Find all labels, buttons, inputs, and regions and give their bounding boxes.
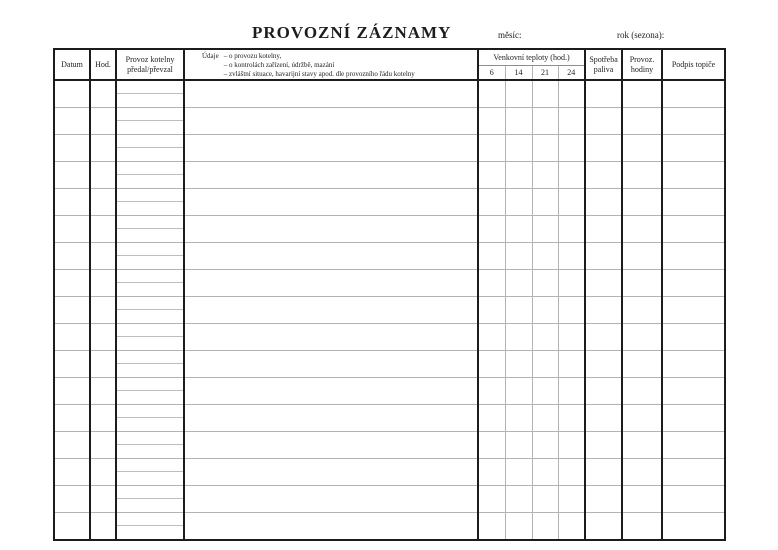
cell-datum <box>54 378 90 405</box>
cell-predal <box>117 432 183 445</box>
cell-temp-14 <box>505 216 532 243</box>
cell-predal <box>117 189 183 202</box>
cell-hod <box>90 378 116 405</box>
cell-hod <box>90 432 116 459</box>
cell-provoz-predal-prevzal <box>116 486 184 513</box>
cell-temp-6 <box>478 216 505 243</box>
cell-temp-6 <box>478 297 505 324</box>
col-header-spotreba-paliva <box>585 49 622 80</box>
cell-prevzal <box>117 499 183 512</box>
cell-podpis-topice <box>662 270 725 297</box>
col-header-podpis-topice: Podpis topiče <box>662 49 725 80</box>
cell-temp-21 <box>532 162 558 189</box>
udaje-item: – o kontrolách zařízení, údržbě, mazání <box>223 60 335 69</box>
cell-podpis-topice <box>662 108 725 135</box>
cell-temp-14 <box>505 405 532 432</box>
cell-datum <box>54 297 90 324</box>
cell-temp-24 <box>558 378 585 405</box>
table-row <box>54 324 725 351</box>
table-row <box>54 351 725 378</box>
cell-temp-6 <box>478 189 505 216</box>
cell-predal <box>117 405 183 418</box>
cell-datum <box>54 351 90 378</box>
cell-provozni-hodiny <box>622 108 662 135</box>
table-row <box>54 459 725 486</box>
cell-temp-21 <box>532 216 558 243</box>
col-header-spotreba-line2: paliva <box>593 64 614 74</box>
cell-temp-24 <box>558 351 585 378</box>
cell-temp-21 <box>532 324 558 351</box>
month-label: měsíc: <box>498 30 522 40</box>
page-title: PROVOZNÍ ZÁZNAMY <box>252 23 452 42</box>
cell-datum <box>54 486 90 513</box>
cell-provozni-hodiny <box>622 135 662 162</box>
cell-podpis-topice <box>662 135 725 162</box>
cell-temp-6 <box>478 378 505 405</box>
cell-prevzal <box>117 202 183 215</box>
cell-temp-6 <box>478 459 505 486</box>
cell-temp-6 <box>478 135 505 162</box>
cell-podpis-topice <box>662 378 725 405</box>
cell-udaje <box>184 216 478 243</box>
cell-temp-24 <box>558 513 585 541</box>
cell-spotreba-paliva <box>585 459 622 486</box>
operations-log-table <box>53 48 726 541</box>
cell-temp-14 <box>505 513 532 541</box>
cell-provozni-hodiny <box>622 432 662 459</box>
cell-prevzal <box>117 175 183 188</box>
cell-provozni-hodiny <box>622 80 662 108</box>
cell-udaje <box>184 189 478 216</box>
cell-prevzal <box>117 472 183 485</box>
cell-podpis-topice <box>662 216 725 243</box>
table-row <box>54 216 725 243</box>
col-header-temp-24: 24 <box>558 66 585 81</box>
cell-hod <box>90 486 116 513</box>
cell-datum <box>54 216 90 243</box>
cell-temp-6 <box>478 513 505 541</box>
udaje-item: – zvláštní situace, havarijní stavy apod. dle provozního řádu kotelny <box>223 69 415 78</box>
cell-prevzal <box>117 526 183 539</box>
cell-temp-24 <box>558 189 585 216</box>
cell-provoz-predal-prevzal <box>116 243 184 270</box>
cell-temp-6 <box>478 486 505 513</box>
cell-datum <box>54 162 90 189</box>
cell-spotreba-paliva <box>585 378 622 405</box>
table-body <box>54 80 725 540</box>
cell-spotreba-paliva <box>585 243 622 270</box>
cell-predal <box>117 108 183 121</box>
table-row <box>54 405 725 432</box>
cell-udaje <box>184 243 478 270</box>
table-row <box>54 108 725 135</box>
cell-spotreba-paliva <box>585 297 622 324</box>
cell-spotreba-paliva <box>585 216 622 243</box>
cell-predal <box>117 135 183 148</box>
cell-datum <box>54 513 90 541</box>
cell-temp-21 <box>532 378 558 405</box>
cell-datum <box>54 405 90 432</box>
cell-temp-21 <box>532 405 558 432</box>
cell-hod <box>90 270 116 297</box>
cell-prevzal <box>117 94 183 107</box>
col-header-temp-6: 6 <box>478 66 505 81</box>
cell-prevzal <box>117 445 183 458</box>
cell-predal <box>117 162 183 175</box>
udaje-item: – o provozu kotelny, <box>223 52 282 60</box>
cell-provoz-predal-prevzal <box>116 378 184 405</box>
cell-prevzal <box>117 148 183 161</box>
cell-temp-21 <box>532 135 558 162</box>
cell-datum <box>54 459 90 486</box>
cell-temp-14 <box>505 297 532 324</box>
cell-provoz-predal-prevzal <box>116 405 184 432</box>
cell-temp-24 <box>558 324 585 351</box>
udaje-label: Údaje <box>202 52 219 60</box>
cell-provoz-predal-prevzal <box>116 432 184 459</box>
cell-udaje <box>184 513 478 541</box>
cell-temp-14 <box>505 108 532 135</box>
cell-temp-14 <box>505 80 532 108</box>
cell-udaje <box>184 324 478 351</box>
table-row <box>54 378 725 405</box>
cell-udaje <box>184 459 478 486</box>
cell-spotreba-paliva <box>585 513 622 541</box>
cell-temp-6 <box>478 108 505 135</box>
cell-provozni-hodiny <box>622 378 662 405</box>
cell-provozni-hodiny <box>622 351 662 378</box>
cell-podpis-topice <box>662 189 725 216</box>
year-label: rok (sezona): <box>617 30 665 40</box>
cell-temp-24 <box>558 486 585 513</box>
col-header-udaje <box>184 49 478 80</box>
cell-spotreba-paliva <box>585 108 622 135</box>
cell-hod <box>90 216 116 243</box>
cell-temp-21 <box>532 270 558 297</box>
cell-temp-24 <box>558 108 585 135</box>
cell-spotreba-paliva <box>585 405 622 432</box>
cell-podpis-topice <box>662 324 725 351</box>
cell-hod <box>90 513 116 541</box>
col-header-provozni-hodiny <box>622 49 662 80</box>
cell-hod <box>90 243 116 270</box>
cell-provozni-hodiny <box>622 162 662 189</box>
cell-temp-21 <box>532 486 558 513</box>
cell-provozni-hodiny <box>622 243 662 270</box>
cell-predal <box>117 324 183 337</box>
table-row <box>54 135 725 162</box>
cell-prevzal <box>117 337 183 350</box>
cell-provoz-predal-prevzal <box>116 459 184 486</box>
cell-udaje <box>184 405 478 432</box>
cell-predal <box>117 378 183 391</box>
cell-udaje <box>184 297 478 324</box>
cell-datum <box>54 324 90 351</box>
cell-datum <box>54 243 90 270</box>
cell-provozni-hodiny <box>622 189 662 216</box>
cell-provoz-predal-prevzal <box>116 297 184 324</box>
cell-predal <box>117 513 183 526</box>
cell-provoz-predal-prevzal <box>116 324 184 351</box>
cell-udaje <box>184 486 478 513</box>
table-row <box>54 162 725 189</box>
table-row <box>54 189 725 216</box>
cell-provoz-predal-prevzal <box>116 189 184 216</box>
cell-udaje <box>184 108 478 135</box>
cell-temp-21 <box>532 189 558 216</box>
cell-temp-14 <box>505 432 532 459</box>
col-header-hod: Hod. <box>90 49 116 80</box>
cell-temp-24 <box>558 432 585 459</box>
cell-temp-24 <box>558 216 585 243</box>
cell-spotreba-paliva <box>585 162 622 189</box>
cell-hod <box>90 108 116 135</box>
cell-datum <box>54 80 90 108</box>
cell-predal <box>117 270 183 283</box>
cell-temp-21 <box>532 108 558 135</box>
cell-podpis-topice <box>662 162 725 189</box>
cell-datum <box>54 270 90 297</box>
cell-predal <box>117 459 183 472</box>
cell-prevzal <box>117 256 183 269</box>
cell-provoz-predal-prevzal <box>116 513 184 541</box>
cell-provoz-predal-prevzal <box>116 135 184 162</box>
cell-udaje <box>184 270 478 297</box>
table-row <box>54 513 725 541</box>
cell-temp-6 <box>478 243 505 270</box>
table-row <box>54 243 725 270</box>
col-header-provozhod-line2: hodiny <box>630 64 654 74</box>
cell-udaje <box>184 378 478 405</box>
table-header <box>54 49 725 80</box>
cell-provozni-hodiny <box>622 324 662 351</box>
cell-temp-24 <box>558 297 585 324</box>
cell-hod <box>90 80 116 108</box>
cell-podpis-topice <box>662 351 725 378</box>
cell-temp-14 <box>505 270 532 297</box>
table-row <box>54 432 725 459</box>
cell-prevzal <box>117 283 183 296</box>
cell-temp-14 <box>505 378 532 405</box>
cell-predal <box>117 216 183 229</box>
cell-hod <box>90 189 116 216</box>
cell-temp-6 <box>478 432 505 459</box>
cell-provoz-predal-prevzal <box>116 108 184 135</box>
cell-provozni-hodiny <box>622 513 662 541</box>
cell-hod <box>90 405 116 432</box>
col-header-datum: Datum <box>54 49 90 80</box>
cell-prevzal <box>117 310 183 323</box>
cell-temp-24 <box>558 270 585 297</box>
cell-provozni-hodiny <box>622 216 662 243</box>
cell-temp-14 <box>505 189 532 216</box>
cell-podpis-topice <box>662 459 725 486</box>
col-header-provoz-line2: předal/převzal <box>127 64 173 74</box>
cell-podpis-topice <box>662 80 725 108</box>
cell-datum <box>54 189 90 216</box>
cell-prevzal <box>117 418 183 431</box>
cell-predal <box>117 351 183 364</box>
cell-temp-14 <box>505 459 532 486</box>
cell-provoz-predal-prevzal <box>116 162 184 189</box>
col-header-temp-21: 21 <box>532 66 558 81</box>
cell-hod <box>90 459 116 486</box>
cell-udaje <box>184 162 478 189</box>
cell-udaje <box>184 135 478 162</box>
cell-spotreba-paliva <box>585 270 622 297</box>
cell-podpis-topice <box>662 486 725 513</box>
cell-provozni-hodiny <box>622 459 662 486</box>
cell-provozni-hodiny <box>622 405 662 432</box>
cell-temp-6 <box>478 162 505 189</box>
cell-temp-14 <box>505 486 532 513</box>
cell-temp-6 <box>478 324 505 351</box>
cell-temp-14 <box>505 162 532 189</box>
cell-hod <box>90 135 116 162</box>
cell-temp-24 <box>558 80 585 108</box>
cell-predal <box>117 297 183 310</box>
cell-temp-21 <box>532 80 558 108</box>
cell-podpis-topice <box>662 243 725 270</box>
cell-temp-6 <box>478 80 505 108</box>
cell-spotreba-paliva <box>585 80 622 108</box>
col-header-spotreba-line1: Spotřeba <box>589 55 618 65</box>
cell-temp-21 <box>532 297 558 324</box>
cell-hod <box>90 162 116 189</box>
cell-temp-14 <box>505 243 532 270</box>
cell-hod <box>90 351 116 378</box>
cell-predal <box>117 243 183 256</box>
table-row <box>54 297 725 324</box>
cell-podpis-topice <box>662 297 725 324</box>
cell-provoz-predal-prevzal <box>116 216 184 243</box>
cell-provozni-hodiny <box>622 270 662 297</box>
col-header-provozhod-line1: Provoz. <box>629 55 655 65</box>
cell-temp-24 <box>558 162 585 189</box>
cell-prevzal <box>117 391 183 404</box>
cell-temp-14 <box>505 351 532 378</box>
cell-prevzal <box>117 121 183 134</box>
cell-provoz-predal-prevzal <box>116 270 184 297</box>
cell-temp-21 <box>532 459 558 486</box>
cell-spotreba-paliva <box>585 189 622 216</box>
cell-spotreba-paliva <box>585 432 622 459</box>
cell-temp-14 <box>505 135 532 162</box>
cell-predal <box>117 81 183 94</box>
cell-temp-6 <box>478 270 505 297</box>
cell-prevzal <box>117 364 183 377</box>
cell-spotreba-paliva <box>585 135 622 162</box>
cell-spotreba-paliva <box>585 324 622 351</box>
table-row <box>54 270 725 297</box>
cell-spotreba-paliva <box>585 486 622 513</box>
cell-temp-21 <box>532 432 558 459</box>
cell-provozni-hodiny <box>622 297 662 324</box>
cell-temp-21 <box>532 243 558 270</box>
cell-temp-6 <box>478 405 505 432</box>
cell-temp-24 <box>558 135 585 162</box>
col-header-provoz-kotelny <box>116 49 184 80</box>
cell-podpis-topice <box>662 405 725 432</box>
cell-podpis-topice <box>662 513 725 541</box>
cell-spotreba-paliva <box>585 351 622 378</box>
cell-temp-24 <box>558 459 585 486</box>
cell-datum <box>54 135 90 162</box>
col-header-temp-14: 14 <box>505 66 532 81</box>
cell-provozni-hodiny <box>622 486 662 513</box>
cell-podpis-topice <box>662 432 725 459</box>
cell-udaje <box>184 351 478 378</box>
cell-temp-6 <box>478 351 505 378</box>
table-row <box>54 80 725 108</box>
cell-temp-14 <box>505 324 532 351</box>
cell-udaje <box>184 432 478 459</box>
cell-predal <box>117 486 183 499</box>
cell-hod <box>90 324 116 351</box>
cell-datum <box>54 108 90 135</box>
cell-temp-24 <box>558 243 585 270</box>
cell-udaje <box>184 80 478 108</box>
cell-temp-21 <box>532 513 558 541</box>
table-row <box>54 486 725 513</box>
cell-temp-24 <box>558 405 585 432</box>
col-header-provoz-line1: Provoz kotelny <box>125 55 175 65</box>
cell-provoz-predal-prevzal <box>116 80 184 108</box>
cell-prevzal <box>117 229 183 242</box>
col-header-venkovni-teploty: Venkovní teploty (hod.) <box>478 49 585 66</box>
cell-datum <box>54 432 90 459</box>
cell-provoz-predal-prevzal <box>116 351 184 378</box>
cell-hod <box>90 297 116 324</box>
cell-temp-21 <box>532 351 558 378</box>
